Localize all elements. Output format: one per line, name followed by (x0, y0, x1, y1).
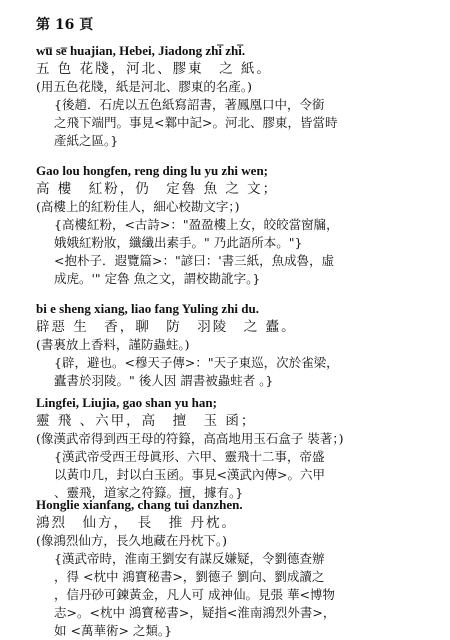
entry-pinyin: Lingfei, Liujia, gao shan yu han; (36, 395, 217, 410)
entry-note-line: ，信丹砂可鍊黃金，凡人可 成神仙。見張 華<博物 (54, 587, 335, 602)
entry-3 (36, 300, 436, 390)
entry-pinyin: Gao lou hongfen, reng ding lu yu zhi wen; (36, 163, 269, 178)
entry-note-line: {高樓紅粉，<古詩>："盈盈樓上女，皎皎當窗牖， (54, 217, 339, 232)
entry-gloss: (像漢武帝得到西王母的符籙，高高地用玉石盒子 裝著；) (36, 431, 344, 446)
entry-2 (36, 162, 436, 288)
entry-hanzi: 鴻烈 仙方， 長 推 丹枕。 (36, 515, 238, 531)
entry-5 (36, 496, 436, 640)
entry-hanzi: 五 色 花牋，河北、膠東 之 紙。 (36, 61, 272, 77)
entry-note-line: ，得 <枕中 鴻寶秘書>，劉德子 劉向、劉成讀之 (54, 569, 325, 584)
entry-gloss: (像鴻烈仙方，長久地藏在丹枕下。) (36, 533, 228, 548)
entry-note-line: 如 <萬華術> 之類。} (54, 623, 173, 638)
entry-pinyin: wu̅ se̅ huajian, Hebei, Jiadong zhi̅ zhi̅. (36, 43, 246, 58)
entry-note-line: 產紙之區。} (54, 133, 119, 148)
entry-note-line: <抱朴子．遐覽篇>："諺曰：'書三紙，魚成魯，虛 (54, 253, 335, 268)
entry-note-line: 志>。<枕中 鴻寶秘書>，疑指<淮南鴻烈外書>， (54, 605, 336, 620)
entry-note-line: 娥娥紅粉妝，纖纖出素手。" 乃此語所本。"} (54, 235, 303, 250)
entry-note-line: 成虎。'" 定魯 魚之文，謂校勘訛字。} (54, 271, 261, 286)
entry-note-line: 以黃巾几，封以白玉函。事見<漢武內傳>。六甲 (54, 467, 325, 482)
entry-hanzi: 靈 飛 、六甲，高 擅 玉 函； (36, 413, 257, 429)
entry-note-line: {辟，避也。<穆天子傳>："天子東巡，次於雀梁， (54, 355, 339, 370)
entry-note-line: 蠹書於羽陵。" 後人因 謂書被蟲蛀者 。} (54, 373, 274, 388)
entry-note-line: {漢武帝受西王母眞形、六甲、靈飛十二事，帝盛 (54, 449, 325, 464)
entry-4 (36, 394, 436, 502)
entry-pinyin: bi e sheng xiang, liao fang Yuling zhi du. (36, 301, 259, 316)
entry-gloss: (書裏放上香料，謹防蟲蛀。) (36, 337, 190, 352)
entry-note-line: 、靈飛，道家之符籙。擅，據有。} (54, 485, 244, 500)
entry-note-line: {漢武帝時，淮南王劉安有謀反嫌疑，令劉德查辦 (54, 551, 325, 566)
entry-gloss: (高樓上的紅粉佳人，細心校勘文字；) (36, 199, 240, 214)
entry-hanzi: 高 樓 紅粉，仍 定魯 魚 之 文； (36, 181, 279, 197)
entry-hanzi: 辟惡 生 香，聊 防 羽陵 之 蠹。 (36, 319, 297, 335)
entry-pinyin: Honglie xianfang, chang tui danzhen. (36, 497, 243, 512)
entry-1 (36, 42, 436, 150)
entry-gloss: (用五色花牋，紙是河北、膠東的名產。) (36, 79, 253, 94)
entry-note-line: {後趙．石虎以五色紙寫詔書，著鳳凰口中，令銜 (54, 97, 325, 112)
page-header: 第 16 頁 (36, 17, 94, 33)
entry-note-line: 之飛下端門。事見<鄴中記>。河北、膠東，皆當時 (54, 115, 338, 130)
